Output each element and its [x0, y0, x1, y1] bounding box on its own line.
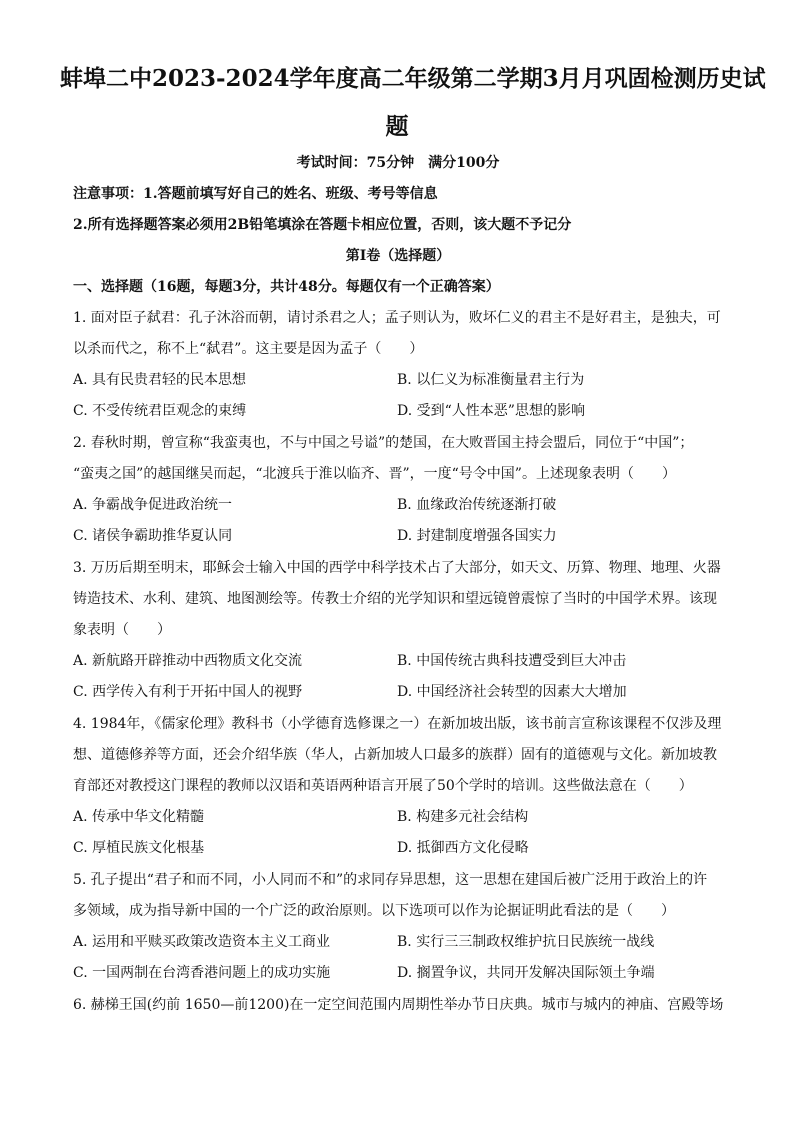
question-1-option-c: C. 不受传统君臣观念的束缚 — [73, 403, 247, 419]
notice-2: 2.所有选择题答案必须用2B铅笔填涂在答题卡相应位置，否则，该大题不予记分 — [73, 217, 572, 233]
volume-heading: 第Ⅰ卷（选择题） — [345, 248, 451, 264]
question-5-line-2: 多领域，成为指导新中国的一个广泛的政治原则。以下选项可以作为论据证明此看法的是（ ） — [73, 903, 675, 919]
question-4-option-c: C. 厚植民族文化根基 — [73, 840, 205, 856]
question-2-option-b: B. 血缘政治传统逐渐打破 — [397, 497, 557, 513]
question-1-option-d: D. 受到“人性本恶”思想的影响 — [397, 403, 585, 419]
question-4-option-d: D. 抵御西方文化侵略 — [397, 840, 529, 856]
question-2-line-1: 2. 春秋时期，曾宣称“我蛮夷也，不与中国之号谥”的楚国，在大败晋国主持会盟后，同位于“中国”； — [73, 435, 694, 451]
question-1-option-b: B. 以仁义为标准衡量君主行为 — [397, 372, 585, 388]
question-4-option-b: B. 构建多元社会结构 — [397, 809, 529, 825]
question-1-line-1: 1. 面对臣子弑君：孔子沐浴而朝，请讨杀君之人；孟子则认为，败坏仁义的君主不是好君主，是独夫，可 — [73, 310, 721, 326]
question-5-line-1: 5. 孔子提出“君子和而不同，小人同而不和”的求同存异思想，这一思想在建国后被广泛用于政治上的许 — [73, 872, 708, 888]
question-2-line-2: “蛮夷之国”的越国继吴而起，“北渡兵于淮以临齐、晋”，一度“号令中国”。上述现象表明（ ） — [73, 466, 676, 482]
question-4-line-1: 4. 1984年，《儒家伦理》教科书（小学德育选修课之一）在新加坡出版，该书前言宣称该课程不仅涉及理 — [73, 716, 722, 732]
section-heading: 一、选择题（16题，每题3分，共计48分。每题仅有一个正确答案） — [73, 279, 500, 295]
question-5-option-b: B. 实行三三制政权维护抗日民族统一战线 — [397, 934, 655, 950]
exam-title-line1: 蚌埠二中2023-2024学年度高二年级第二学期3月月巩固检测历史试 — [60, 65, 766, 92]
question-1-option-a: A. 具有民贵君轻的民本思想 — [73, 372, 247, 388]
question-5-option-c: C. 一国两制在台湾香港问题上的成功实施 — [73, 965, 331, 981]
question-4-option-a: A. 传承中华文化精髓 — [73, 809, 205, 825]
exam-title-line2: 题 — [385, 113, 409, 140]
question-4-line-2: 想、道德修养等方面，还会介绍华族（华人，占新加坡人口最多的族群）固有的道德观与文化。新加坡教 — [73, 747, 717, 763]
question-2-option-a: A. 争霸战争促进政治统一 — [73, 497, 233, 513]
question-5-option-a: A. 运用和平赎买政策改造资本主义工商业 — [73, 934, 331, 950]
question-6-line-1: 6. 赫梯王国(约前 1650—前1200)在一定空间范围内周期性举办节日庆典。城市与城内的神庙、宫殿等场 — [73, 997, 723, 1013]
question-3-option-c: C. 西学传入有利于开拓中国人的视野 — [73, 684, 303, 700]
question-2-option-c: C. 诸侯争霸助推华夏认同 — [73, 528, 233, 544]
question-3-option-b: B. 中国传统古典科技遭受到巨大冲击 — [397, 653, 627, 669]
question-1-line-2: 以杀而代之，称不上“弑君”。这主要是因为孟子（ ） — [73, 341, 424, 357]
notice-1: 注意事项：1.答题前填写好自己的姓名、班级、考号等信息 — [73, 186, 438, 202]
question-3-line-1: 3. 万历后期至明末，耶稣会士输入中国的西学中科学技术占了大部分，如天文、历算、物理、地理、火器 — [73, 560, 721, 576]
question-3-option-a: A. 新航路开辟推动中西物质文化交流 — [73, 653, 303, 669]
question-4-line-3: 育部还对教授这门课程的教师以汉语和英语两种语言开展了50个学时的培训。这些做法意在（ ） — [73, 778, 693, 794]
question-2-option-d: D. 封建制度增强各国实力 — [397, 528, 557, 544]
question-3-option-d: D. 中国经济社会转型的因素大大增加 — [397, 684, 627, 700]
question-3-line-3: 象表明（ ） — [73, 622, 171, 638]
question-3-line-2: 铸造技术、水利、建筑、地图测绘等。传教士介绍的光学知识和望远镜曾震惊了当时的中国学术界。该现 — [73, 591, 717, 607]
question-5-option-d: D. 搁置争议，共同开发解决国际领土争端 — [397, 965, 655, 981]
exam-info: 考试时间：75分钟 满分100分 — [296, 155, 500, 171]
